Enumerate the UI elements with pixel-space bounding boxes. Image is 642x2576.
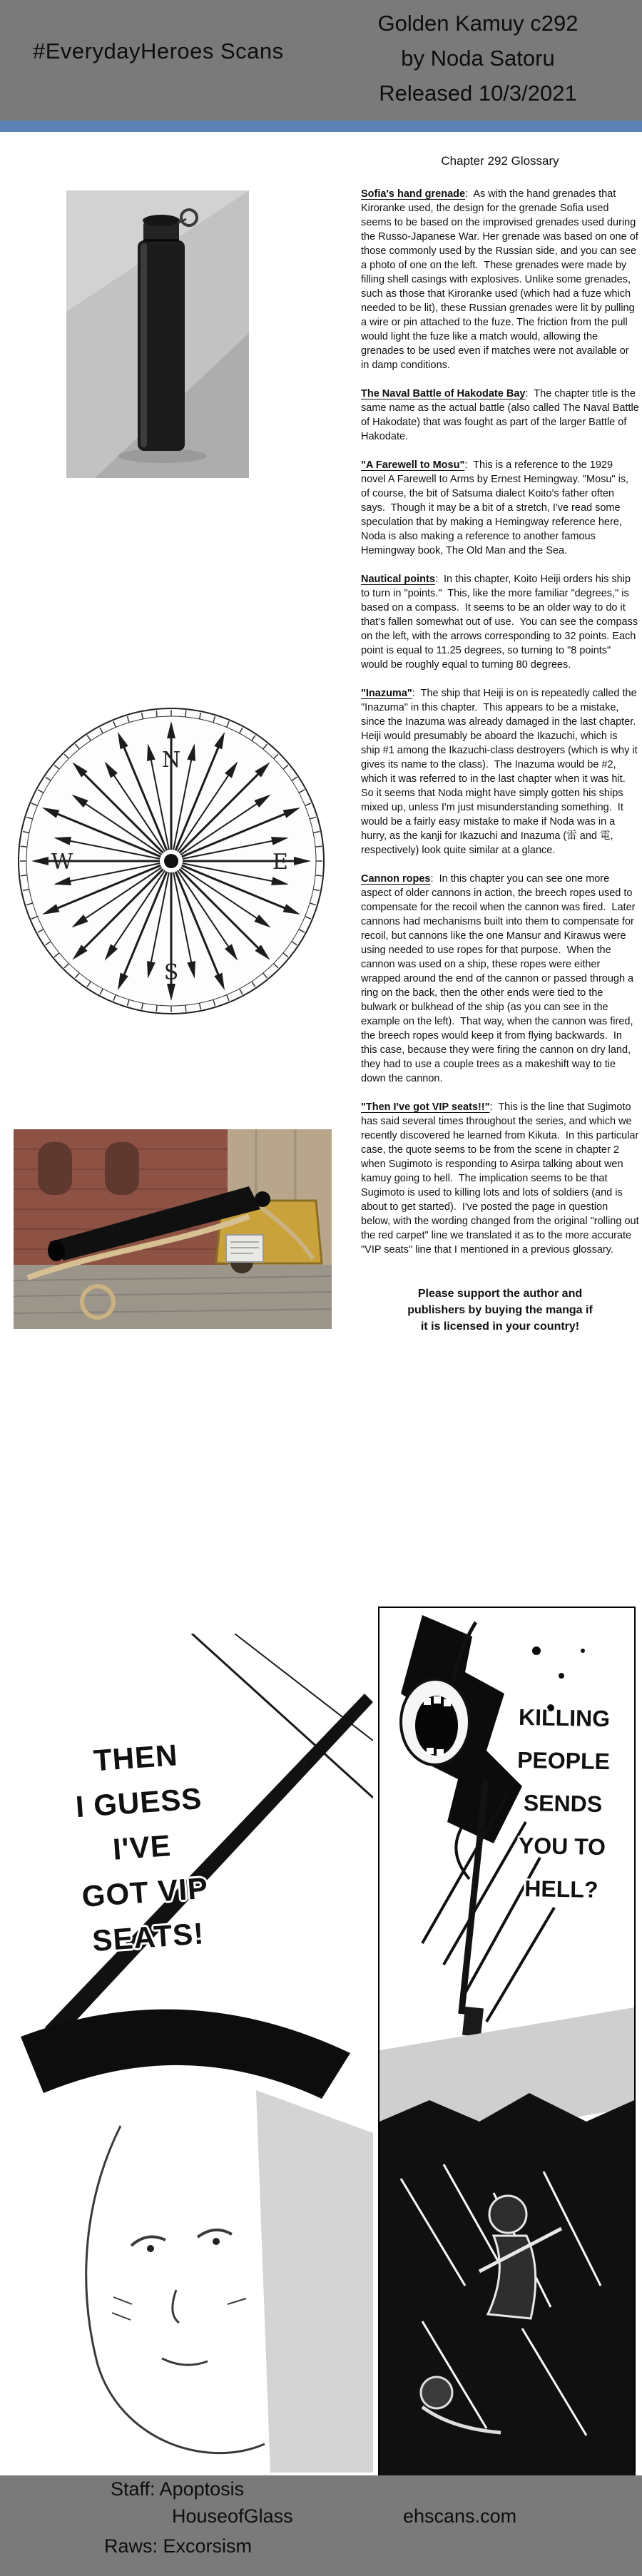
glossary-body: The ship that Heiji is on is repeatedly called the "Inazuma" in this chapter. This appears to be a mistake, since the Inazuma was already damaged in the last chapter. Heiji would presumably be aboard the Ikazuchi, which is ship #1 among the Ikazuchi-class destroyers (which is why it gives its name to the class). The Inazuma would be #2, which it was referred to in the last chapter when it was hit. So it seems that Noda might have simply gotten his ships mixed up, unless I'm just misunderstanding something. It would be a fairly easy mistake to make if Noda was in a hurry, as the kanji for Ikazuchi and Inazuma (雷 and 電, respectively) look quite similar at a glance.: [361, 688, 642, 856]
footer-band: [0, 2475, 642, 2576]
dialogue-line: SEATS!: [91, 1916, 205, 1958]
website-url: ehscans.com: [403, 2505, 517, 2527]
dialogue-line: I GUESS: [74, 1781, 203, 1824]
glossary-column: [361, 154, 642, 1335]
staff-credit: Staff: Apoptosis: [111, 2478, 245, 2500]
glossary-term: "Inazuma": [361, 688, 412, 699]
term-separator: :: [489, 1101, 499, 1113]
release-date: Released 10/3/2021: [379, 81, 577, 106]
battle-dialogue: [493, 1695, 632, 1911]
blue-divider-bar: [0, 121, 642, 132]
term-separator: :: [434, 574, 444, 585]
raws-credit: Raws: Excorsism: [104, 2535, 253, 2557]
dialogue-line: SENDS: [523, 1790, 603, 1817]
dialogue-line: THEN: [92, 1738, 179, 1778]
term-separator: :: [525, 388, 534, 399]
support-note-line: it is licensed in your country!: [420, 1320, 580, 1333]
glossary-entry: [361, 572, 639, 672]
glossary-body: As with the hand grenades that Kiroranke used, the design for the grenade Sofia used seems to be based on the improvised grenades used during the Russo-Japanese War. Her grenade was based on one of those commonly used by the Russian side, and you can see a photo of one on the left. These grenades were made by filling shell casings with explosives. Unlike some grenades, such as those that Kiroranke used (which had a fuze which needed to be lit), these Russian grenades were lit by pulling a wire or pin attached to the fuze. The friction from the pull would light the fuze like a match would, allowing the grenades to be used even if matches were not available or in damp conditions.: [361, 188, 641, 371]
glossary-term: Cannon ropes: [361, 873, 431, 885]
glossary-entry: [361, 187, 639, 372]
glossary-entry: [361, 872, 639, 1086]
glossary-body: The chapter title is the same name as the actual battle (also called The Naval Battle of Hakodate) that was fought as part of the larger Battle of Hakodate.: [361, 388, 642, 442]
scan-group-name: #EverydayHeroes Scans: [33, 39, 284, 63]
glossary-term: Nautical points: [361, 574, 435, 585]
release-info: [335, 6, 621, 111]
cardinal-north: N: [161, 748, 181, 773]
arched-window: [38, 1142, 72, 1195]
glossary-term: Sofia's hand grenade: [361, 188, 466, 200]
glossary-body: This is the line that Sugimoto has said several times throughout the series, and which we recently discovered he learned from Kikuta. In this particular case, the quote seems to be from the scene in chapter 2 when Sugimoto is responding to Asirpa talking about wen kamuy going to hell. The implication seems to be that Sugimoto is used to killing lots and lots of soldiers (and is about to get started). I've posted the page in question below, with the wording changed from the original "rolling out the red carpet" line we translated it as to the more accurate "VIP seats" line that I mentioned in a previous glossary.: [361, 1101, 642, 1256]
compass-rose-figure: [14, 706, 329, 1017]
grenade-photo: [66, 190, 249, 478]
header-band: [0, 0, 642, 121]
cardinal-south: S: [163, 960, 179, 985]
support-note-line: publishers by buying the manga if: [407, 1304, 593, 1316]
staff-credit: HouseofGlass: [172, 2505, 293, 2527]
term-separator: :: [465, 188, 474, 200]
term-separator: :: [412, 688, 421, 699]
dialogue-line: PEOPLE: [516, 1746, 611, 1775]
author-line: by Noda Satoru: [401, 46, 555, 71]
glossary-body: In this chapter, Koito Heiji orders his ship to turn in "points." This, like the more familiar "degrees," is based on a compass. It seems to be an older way to do it that's fallen somewhat out of use. You can see the compass on the left, with the arrows corresponding to 32 points. Each point is equal to 11.25 degrees, so turning to "8 points" would be roughly equal to turning 80 degrees.: [361, 574, 641, 671]
term-separator: :: [464, 459, 474, 471]
cardinal-west: W: [51, 850, 73, 875]
glossary-entry: [361, 387, 642, 444]
glossary-term: "Then I've got VIP seats!!": [361, 1101, 490, 1113]
sugimoto-dialogue: [34, 1729, 249, 1967]
dialogue-line: YOU TO: [518, 1832, 606, 1860]
dialogue-line: KILLING: [518, 1704, 611, 1732]
dialogue-line: HELL?: [524, 1875, 598, 1903]
glossary-term: The Naval Battle of Hakodate Bay: [361, 388, 526, 399]
cardinal-east: E: [272, 850, 288, 875]
glossary-entry: [361, 1100, 642, 1257]
dialogue-line: I'VE: [111, 1828, 173, 1866]
term-separator: :: [430, 873, 439, 885]
ship-deck: [14, 1265, 332, 1329]
tone-shading: [256, 2090, 373, 2473]
arched-window: [105, 1142, 139, 1195]
glossary-entry: [361, 458, 639, 558]
glossary-body: In this chapter you can see one more aspect of older cannons in action, the breech ropes used to compensate for the recoil when the cannon was fired. Later cannons had mechanisms built into them to compensate for recoil, but cannons like the one Mansur and Kirawus were using needed to use ropes for that purpose. When the cannon was used on a ship, these ropes were either wrapped around the end of the cannon or passed through a ring on the back, then the other ends were tied to the bulwark or bulkhead of the ship (as you can see in the example on the left). That way, when the cannon was fired, the breech ropes would keep it from flying backwards. In this case, because they were firing the cannon on dry land, they had to use a couple trees as a makeshift way to tie down the cannon.: [361, 873, 638, 1084]
glossary-term: "A Farewell to Mosu": [361, 459, 465, 471]
glossary-body: This is a reference to the 1929 novel A Farewell to Arms by Ernest Hemingway. "Mosu" is, of course, the bit of Satsuma dialect Koito's father often says. Though it may be a bit of a stretch, I've read some speculation that by making a Hemingway reference here, Noda is also making a reference to another famous Hemingway book, The Old Man and the Sea.: [361, 459, 632, 556]
dialogue-line: GOT VIP: [81, 1870, 210, 1913]
series-title: Golden Kamuy c292: [377, 11, 579, 36]
glossary-entry: [361, 686, 642, 857]
support-note-line: Please support the author and: [417, 1288, 583, 1300]
support-note: [361, 1286, 639, 1335]
glossary-title: Chapter 292 Glossary: [441, 154, 559, 168]
cannon-photo: [14, 1129, 332, 1329]
